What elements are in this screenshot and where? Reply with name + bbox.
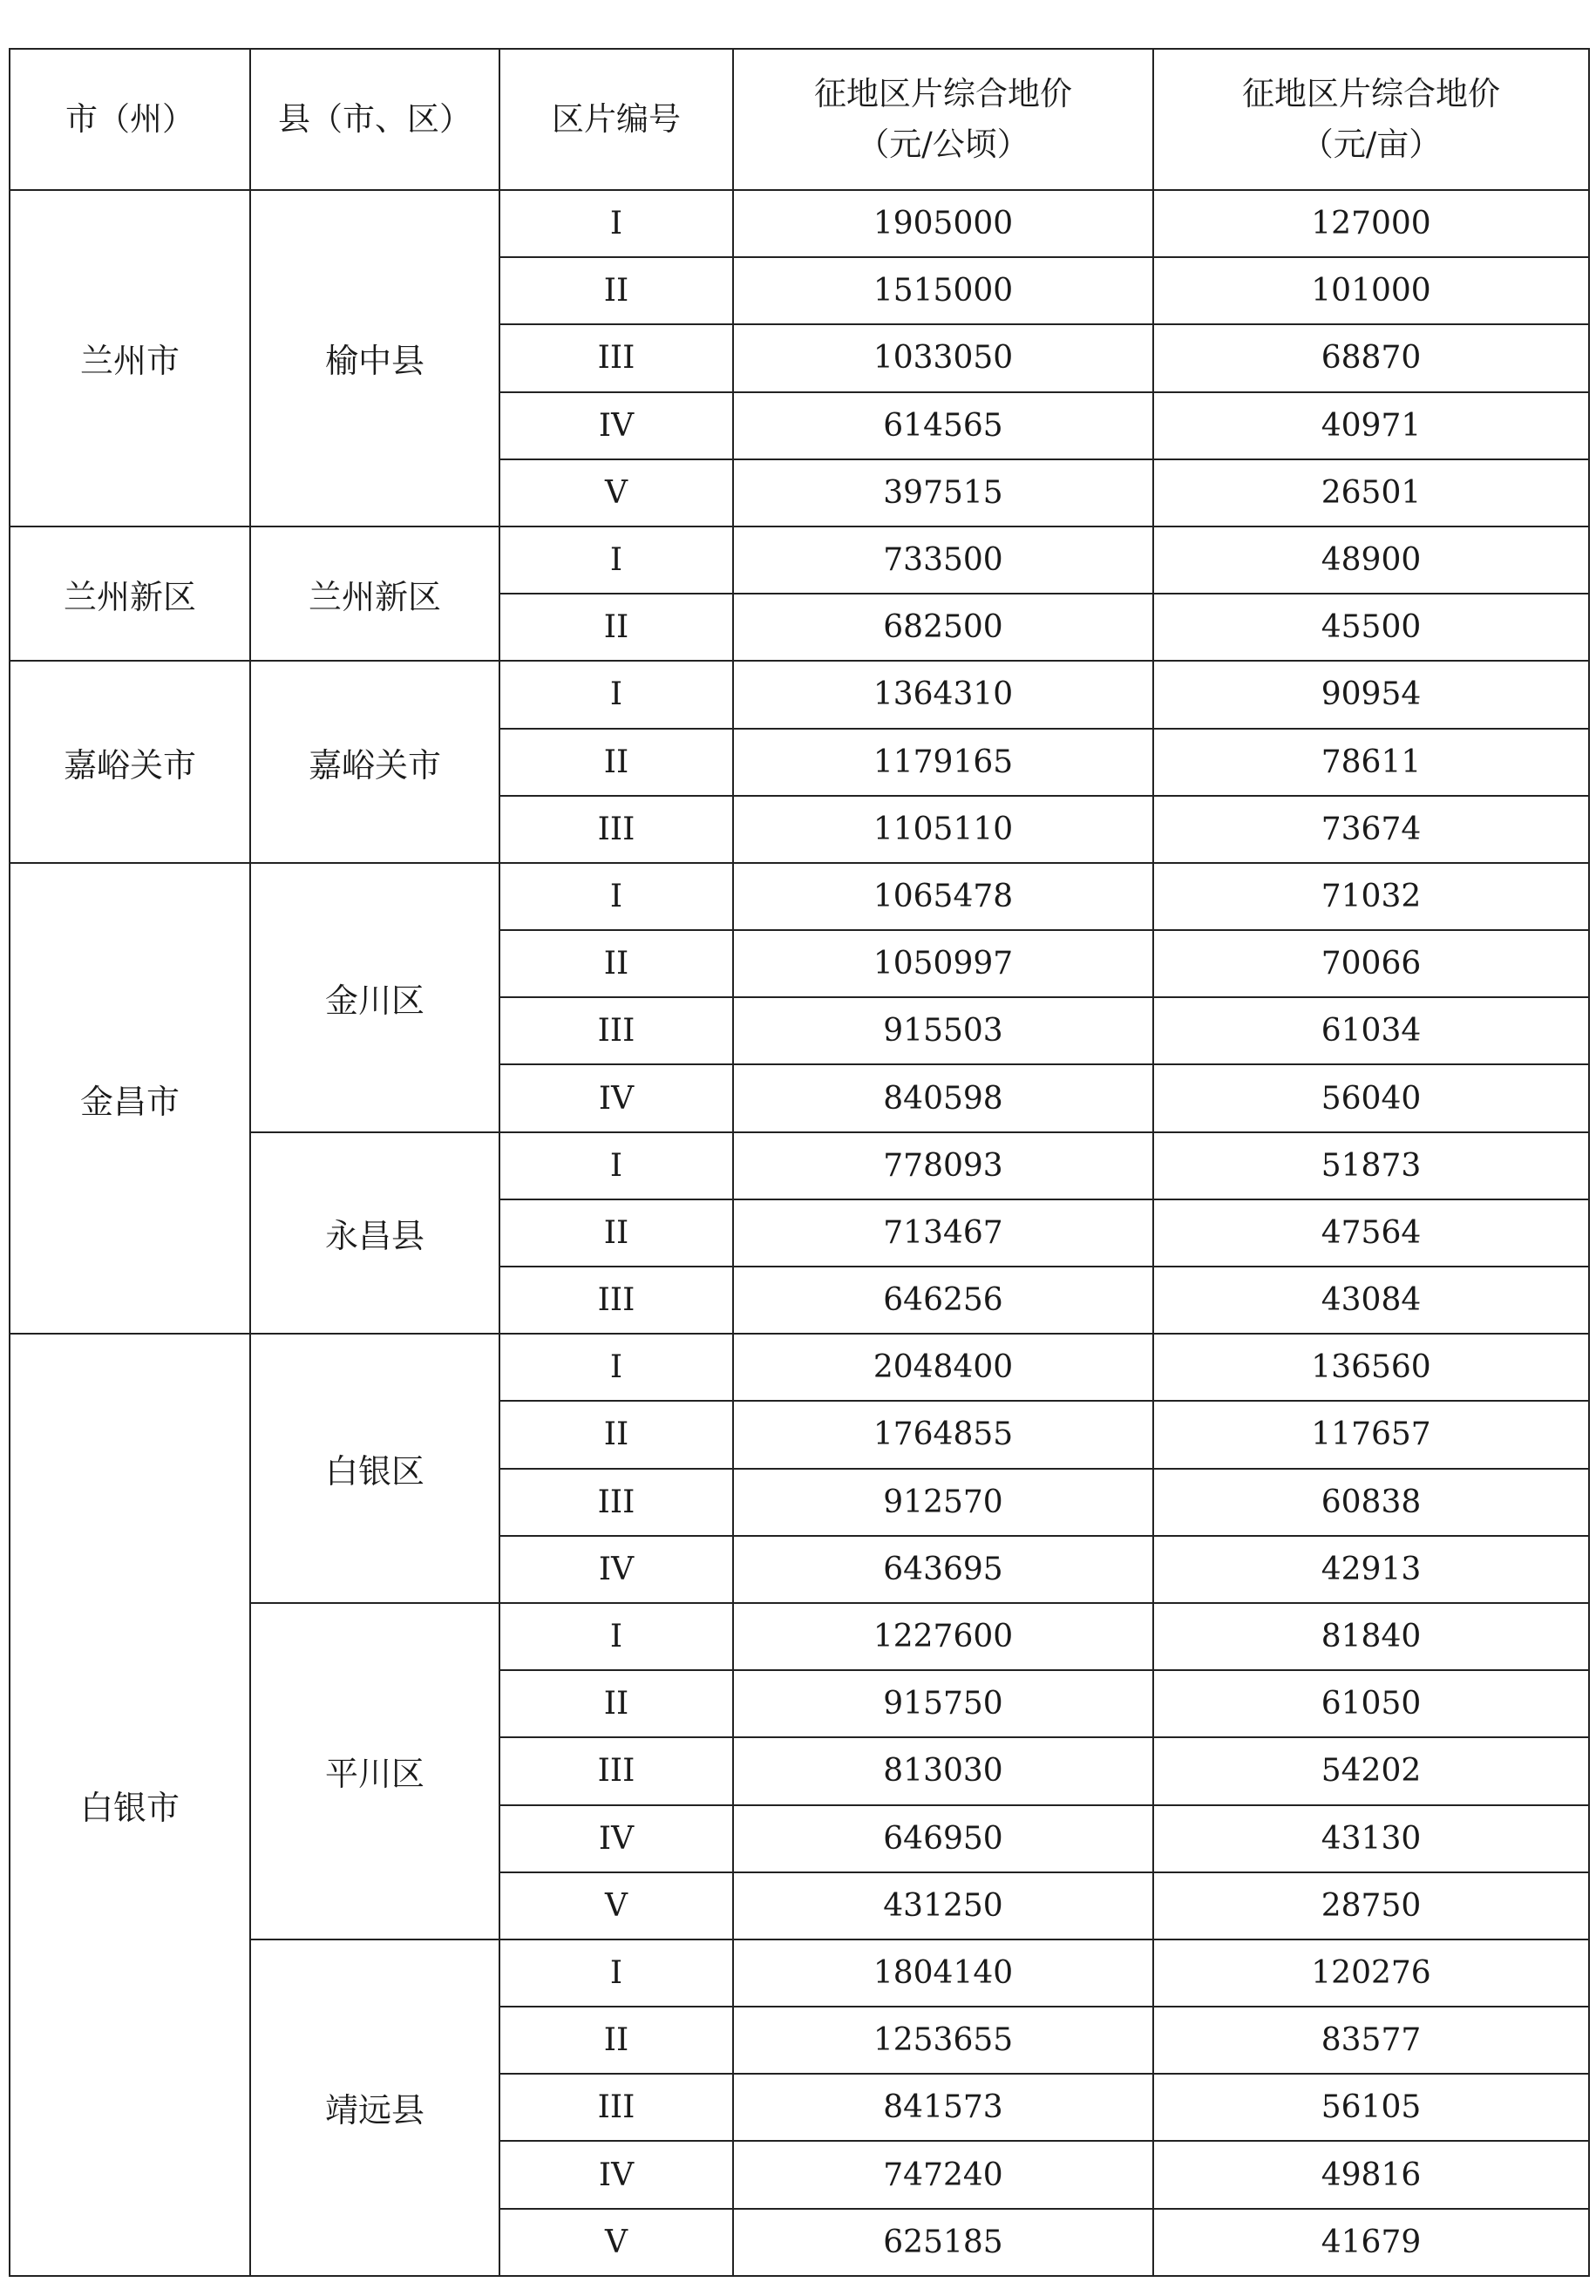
cell-zone-number: II <box>499 930 733 997</box>
cell-price-per-hectare: 1227600 <box>733 1603 1153 1670</box>
cell-county: 兰州新区 <box>250 526 499 661</box>
cell-price-per-hectare: 682500 <box>733 594 1153 661</box>
cell-city: 兰州市 <box>10 190 250 526</box>
header-price-per-mu-title: 征地区片综合地价 <box>1242 75 1500 112</box>
cell-zone-number: I <box>499 1132 733 1199</box>
cell-price-per-hectare: 912570 <box>733 1469 1153 1536</box>
cell-zone-number: V <box>499 459 733 526</box>
cell-price-per-mu: 70066 <box>1153 930 1589 997</box>
cell-price-per-mu: 28750 <box>1153 1872 1589 1939</box>
header-zone-number: 区片编号 <box>499 49 733 190</box>
cell-county: 平川区 <box>250 1603 499 1939</box>
cell-price-per-mu: 48900 <box>1153 526 1589 594</box>
cell-zone-number: IV <box>499 1064 733 1131</box>
table-row <box>10 526 1589 594</box>
cell-price-per-mu: 90954 <box>1153 661 1589 728</box>
cell-county: 金川区 <box>250 863 499 1132</box>
cell-price-per-hectare: 614565 <box>733 392 1153 459</box>
cell-price-per-hectare: 733500 <box>733 526 1153 594</box>
cell-price-per-hectare: 1253655 <box>733 2007 1153 2074</box>
cell-price-per-mu: 136560 <box>1153 1334 1589 1401</box>
header-price-per-mu <box>1153 49 1589 190</box>
cell-price-per-hectare: 1050997 <box>733 930 1153 997</box>
cell-price-per-hectare: 643695 <box>733 1536 1153 1603</box>
cell-price-per-mu: 42913 <box>1153 1536 1589 1603</box>
cell-price-per-hectare: 1033050 <box>733 324 1153 391</box>
cell-county: 白银区 <box>250 1334 499 1603</box>
cell-price-per-mu: 61050 <box>1153 1670 1589 1737</box>
cell-zone-number: I <box>499 1939 733 2007</box>
cell-zone-number: V <box>499 1872 733 1939</box>
cell-zone-number: IV <box>499 1805 733 1872</box>
cell-price-per-hectare: 1364310 <box>733 661 1153 728</box>
cell-price-per-hectare: 841573 <box>733 2074 1153 2141</box>
cell-city: 嘉峪关市 <box>10 661 250 863</box>
cell-price-per-mu: 43084 <box>1153 1267 1589 1334</box>
header-county: 县（市、区） <box>250 49 499 190</box>
cell-zone-number: II <box>499 729 733 796</box>
cell-city: 金昌市 <box>10 863 250 1334</box>
cell-price-per-mu: 47564 <box>1153 1199 1589 1267</box>
cell-price-per-mu: 78611 <box>1153 729 1589 796</box>
cell-price-per-hectare: 747240 <box>733 2141 1153 2208</box>
cell-zone-number: I <box>499 863 733 930</box>
cell-city: 白银市 <box>10 1334 250 2276</box>
cell-zone-number: IV <box>499 2141 733 2208</box>
cell-zone-number: II <box>499 2007 733 2074</box>
cell-price-per-mu: 56040 <box>1153 1064 1589 1131</box>
cell-price-per-hectare: 778093 <box>733 1132 1153 1199</box>
cell-zone-number: II <box>499 594 733 661</box>
cell-price-per-mu: 68870 <box>1153 324 1589 391</box>
cell-city: 兰州新区 <box>10 526 250 661</box>
cell-zone-number: III <box>499 1469 733 1536</box>
land-price-table <box>9 48 1590 2277</box>
cell-zone-number: II <box>499 257 733 324</box>
cell-zone-number: IV <box>499 1536 733 1603</box>
cell-zone-number: II <box>499 1670 733 1737</box>
cell-price-per-hectare: 625185 <box>733 2209 1153 2276</box>
cell-price-per-hectare: 915503 <box>733 997 1153 1064</box>
cell-price-per-hectare: 1105110 <box>733 796 1153 863</box>
cell-zone-number: IV <box>499 392 733 459</box>
header-price-per-mu-unit: （元/亩） <box>1301 126 1442 163</box>
cell-zone-number: II <box>499 1199 733 1267</box>
cell-zone-number: III <box>499 997 733 1064</box>
cell-zone-number: II <box>499 1401 733 1468</box>
cell-zone-number: III <box>499 324 733 391</box>
cell-price-per-mu: 40971 <box>1153 392 1589 459</box>
cell-price-per-hectare: 397515 <box>733 459 1153 526</box>
cell-price-per-hectare: 1764855 <box>733 1401 1153 1468</box>
cell-zone-number: V <box>499 2209 733 2276</box>
table-body <box>10 190 1589 2276</box>
cell-price-per-mu: 60838 <box>1153 1469 1589 1536</box>
cell-price-per-hectare: 1905000 <box>733 190 1153 257</box>
cell-price-per-mu: 101000 <box>1153 257 1589 324</box>
cell-price-per-hectare: 1804140 <box>733 1939 1153 2007</box>
cell-price-per-mu: 41679 <box>1153 2209 1589 2276</box>
cell-zone-number: III <box>499 1267 733 1334</box>
cell-price-per-hectare: 1065478 <box>733 863 1153 930</box>
cell-price-per-mu: 61034 <box>1153 997 1589 1064</box>
cell-price-per-hectare: 840598 <box>733 1064 1153 1131</box>
header-price-per-hectare-title: 征地区片综合地价 <box>814 75 1072 112</box>
cell-zone-number: I <box>499 661 733 728</box>
cell-price-per-mu: 43130 <box>1153 1805 1589 1872</box>
cell-price-per-hectare: 915750 <box>733 1670 1153 1737</box>
cell-zone-number: III <box>499 1737 733 1804</box>
cell-price-per-mu: 49816 <box>1153 2141 1589 2208</box>
table-header-row <box>10 49 1589 190</box>
cell-price-per-hectare: 1179165 <box>733 729 1153 796</box>
cell-price-per-hectare: 813030 <box>733 1737 1153 1804</box>
cell-zone-number: I <box>499 526 733 594</box>
cell-price-per-hectare: 713467 <box>733 1199 1153 1267</box>
cell-zone-number: III <box>499 796 733 863</box>
cell-price-per-hectare: 646256 <box>733 1267 1153 1334</box>
cell-zone-number: I <box>499 190 733 257</box>
cell-price-per-mu: 71032 <box>1153 863 1589 930</box>
cell-price-per-mu: 127000 <box>1153 190 1589 257</box>
cell-price-per-mu: 73674 <box>1153 796 1589 863</box>
cell-county: 嘉峪关市 <box>250 661 499 863</box>
table-row <box>10 863 1589 930</box>
cell-price-per-mu: 51873 <box>1153 1132 1589 1199</box>
cell-price-per-mu: 26501 <box>1153 459 1589 526</box>
cell-price-per-hectare: 2048400 <box>733 1334 1153 1401</box>
cell-price-per-hectare: 431250 <box>733 1872 1153 1939</box>
cell-price-per-mu: 45500 <box>1153 594 1589 661</box>
header-city: 市（州） <box>10 49 250 190</box>
cell-county: 靖远县 <box>250 1939 499 2276</box>
cell-price-per-hectare: 1515000 <box>733 257 1153 324</box>
cell-price-per-hectare: 646950 <box>733 1805 1153 1872</box>
cell-price-per-mu: 83577 <box>1153 2007 1589 2074</box>
cell-zone-number: I <box>499 1334 733 1401</box>
cell-zone-number: I <box>499 1603 733 1670</box>
table-row <box>10 190 1589 257</box>
cell-price-per-mu: 81840 <box>1153 1603 1589 1670</box>
header-price-per-hectare-unit: （元/公顷） <box>857 126 1029 163</box>
cell-price-per-mu: 120276 <box>1153 1939 1589 2007</box>
cell-price-per-mu: 56105 <box>1153 2074 1589 2141</box>
cell-county: 榆中县 <box>250 190 499 526</box>
cell-price-per-mu: 117657 <box>1153 1401 1589 1468</box>
cell-zone-number: III <box>499 2074 733 2141</box>
table-row <box>10 661 1589 728</box>
cell-price-per-mu: 54202 <box>1153 1737 1589 1804</box>
header-price-per-hectare <box>733 49 1153 190</box>
cell-county: 永昌县 <box>250 1132 499 1335</box>
table-row <box>10 1334 1589 1401</box>
